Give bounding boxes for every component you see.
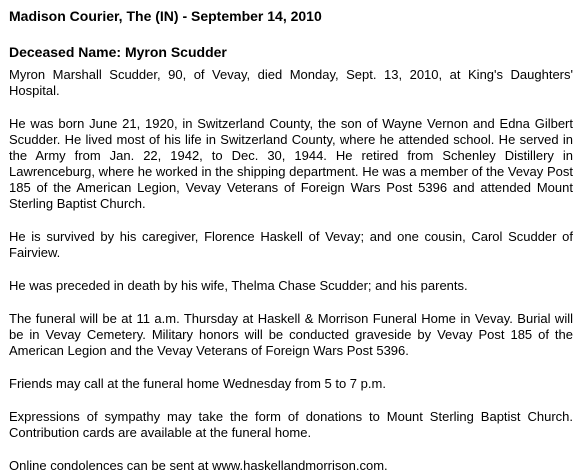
newspaper-source-heading: Madison Courier, The (IN) - September 14, 2010 [9,8,322,24]
paragraph-funeral: The funeral will be at 11 a.m. Thursday at Haskell & Morrison Funeral Home in Vevay. Burial will be in Vevay Cemetery. Military honors will be conducted graveside by Vevay Post 185 of the American Legion and the Vevay Veterans of Foreign Wars Post 5396. [9,311,573,358]
paragraph-survivors: He is survived by his caregiver, Florence Haskell of Vevay; and one cousin, Carol Scudder of Fairview. [9,229,573,260]
deceased-name-heading: Deceased Name: Myron Scudder [9,44,227,60]
paragraph-death-notice: Myron Marshall Scudder, 90, of Vevay, died Monday, Sept. 13, 2010, at King's Daughters' Hospital. [9,67,573,98]
paragraph-visitation: Friends may call at the funeral home Wednesday from 5 to 7 p.m. [9,376,386,391]
paragraph-preceded: He was preceded in death by his wife, Thelma Chase Scudder; and his parents. [9,278,468,293]
paragraph-condolences: Online condolences can be sent at www.haskellandmorrison.com. [9,458,388,473]
paragraph-donations: Expressions of sympathy may take the form of donations to Mount Sterling Baptist Church. Contribution cards are available at the funeral home. [9,409,573,440]
paragraph-biography: He was born June 21, 1920, in Switzerland County, the son of Wayne Vernon and Edna Gilbert Scudder. He lived most of his life in Switzerland County, where he attended school. He served in the Army from Jan. 22, 1942, to Dec. 30, 1944. He retired from Schenley Distillery in Lawrenceburg, where he worked in the shipping department. He was a member of the Vevay Post 185 of the American Legion, Vevay Veterans of Foreign Wars Post 5396 and attended Mount Sterling Baptist Church. [9,116,573,211]
